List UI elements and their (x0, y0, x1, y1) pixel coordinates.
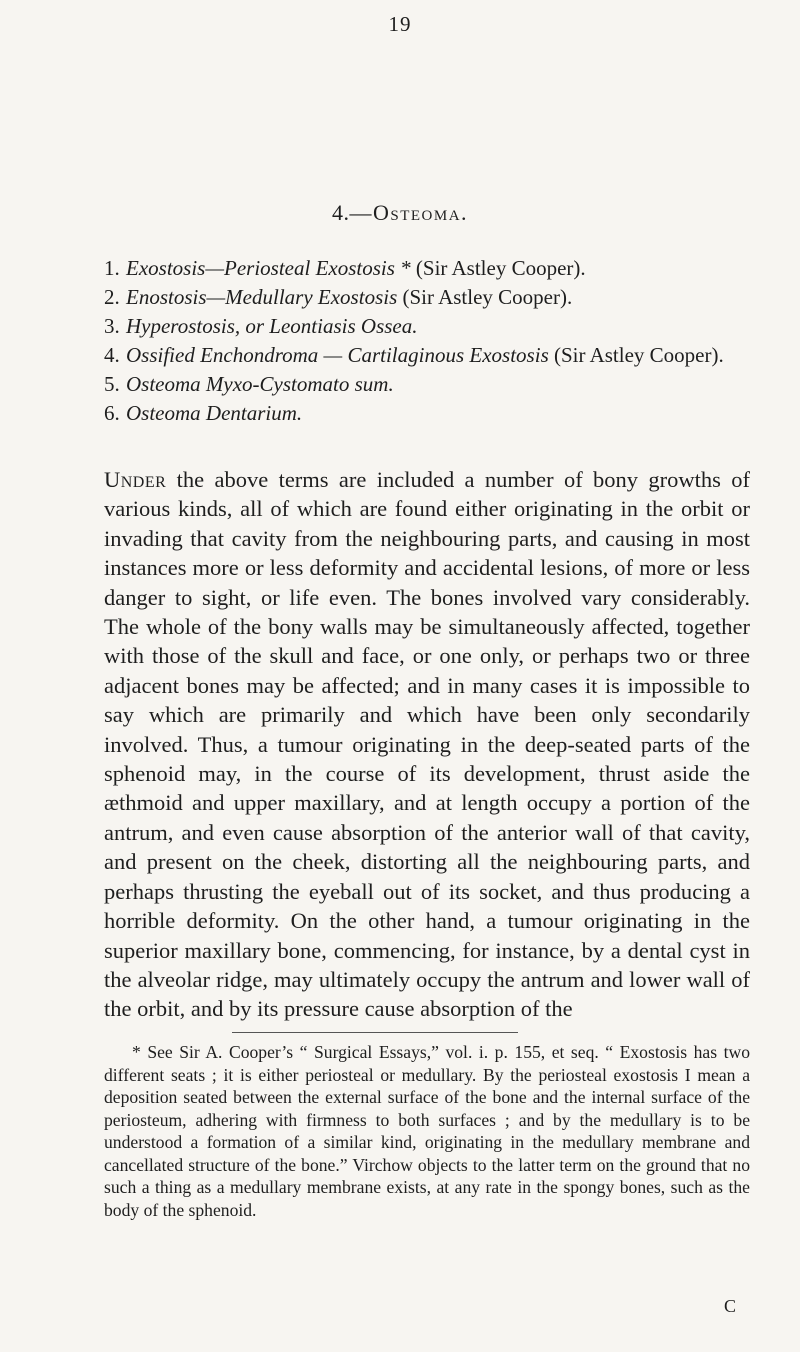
list-item-term: Osteoma Dentarium. (126, 401, 303, 425)
list-item-number: 3. (104, 314, 120, 338)
list-item-text (126, 254, 744, 283)
list-item-attribution: (Sir Astley Cooper). (397, 285, 573, 309)
paragraph-lead-word: Under (104, 467, 167, 492)
section-number: 4. (331, 200, 350, 225)
page-number: 19 (388, 12, 412, 36)
list-item-number: 4. (104, 343, 120, 367)
list-item-number: 5. (104, 372, 120, 396)
paragraph-text: the above terms are included a number of bony growths of various kinds, all of which are found either originating in the orbit or invading that cavity from the neighbouring parts, and causing in most instances more or less deformity and accidental lesions, of more or less danger to sight, or life even. The bones involved vary considerably. The whole of the bony walls may be simultaneously affected, together with those of the skull and face, or one only, or perhaps two or three adjacent bones may be affected; and in many cases it is impossible to say which are primarily and which have been only secondarily involved. Thus, a tumour originating in the deep-seated parts of the sphenoid may, in the course of its development, thrust aside the æthmoid and upper maxillary, and at length occupy a portion of the antrum, and even cause absorption of the anterior wall of that cavity, and present on the cheek, distorting all the neighbouring parts, and perhaps thrusting the eyeball out of its socket, and thus producing a horrible deformity. On the other hand, a tumour originating in the superior maxillary bone, commencing, for instance, by a dental cyst in the alveolar ridge, may ultimately occupy the antrum and lower wall of the orbit, and by its pressure cause absorption of the (104, 467, 750, 1022)
list-item-text (126, 370, 744, 399)
signature-mark: C (724, 1296, 737, 1316)
osteoma-classification-list (104, 254, 744, 428)
footnote-marker: * (132, 1042, 141, 1062)
footnote-text: See Sir A. Cooper’s “ Surgical Essays,” vol. i. p. 155, et seq. “ Exostosis has two different seats ; it is either periosteal or medullary. By the periosteal exostosis I mean a deposition seated between the external surface of the bone and the internal surface of the periosteum, adhering with firmness to both surfaces ; and by the medullary is to be understood a formation of a similar kind, originating in the medullary membrane and cancellated structure of the bone.” Virchow objects to the latter term on the ground that no such a thing as a medullary membrane exists, at any rate in the spongy bones, such as the body of the sphenoid. (104, 1042, 750, 1220)
list-item-text (126, 399, 744, 428)
list-item-term: Hyperostosis, or Leontiasis Ossea. (126, 314, 418, 338)
list-item-term: Exostosis—Periosteal Exostosis * (126, 256, 411, 280)
list-item-term: Enostosis—Medullary Exostosis (126, 285, 398, 309)
list-item (104, 341, 744, 370)
list-item (104, 283, 744, 312)
list-item-attribution: (Sir Astley Cooper). (410, 256, 586, 280)
section-title: —Osteoma. (349, 200, 469, 225)
list-item-number: 1. (104, 256, 120, 280)
list-item (104, 399, 744, 428)
list-item-number: 6. (104, 401, 120, 425)
footnote-paragraph (104, 1041, 750, 1221)
list-item-text (126, 312, 744, 341)
footnote-divider (232, 1032, 518, 1033)
list-item-text (126, 341, 744, 370)
list-item-term: Osteoma Myxo-Cystomato sum. (126, 372, 394, 396)
list-item (104, 312, 744, 341)
list-item (104, 370, 744, 399)
list-item (104, 254, 744, 283)
footnote (104, 1041, 750, 1221)
list-item-text (126, 283, 744, 312)
body-paragraph-block (104, 465, 750, 1024)
section-heading (0, 200, 800, 226)
list-item-term: Ossified Enchondroma — Cartilaginous Exostosis (126, 343, 549, 367)
list-item-number: 2. (104, 285, 120, 309)
body-paragraph (104, 465, 750, 1024)
list-item-attribution: (Sir Astley Cooper). (548, 343, 724, 367)
